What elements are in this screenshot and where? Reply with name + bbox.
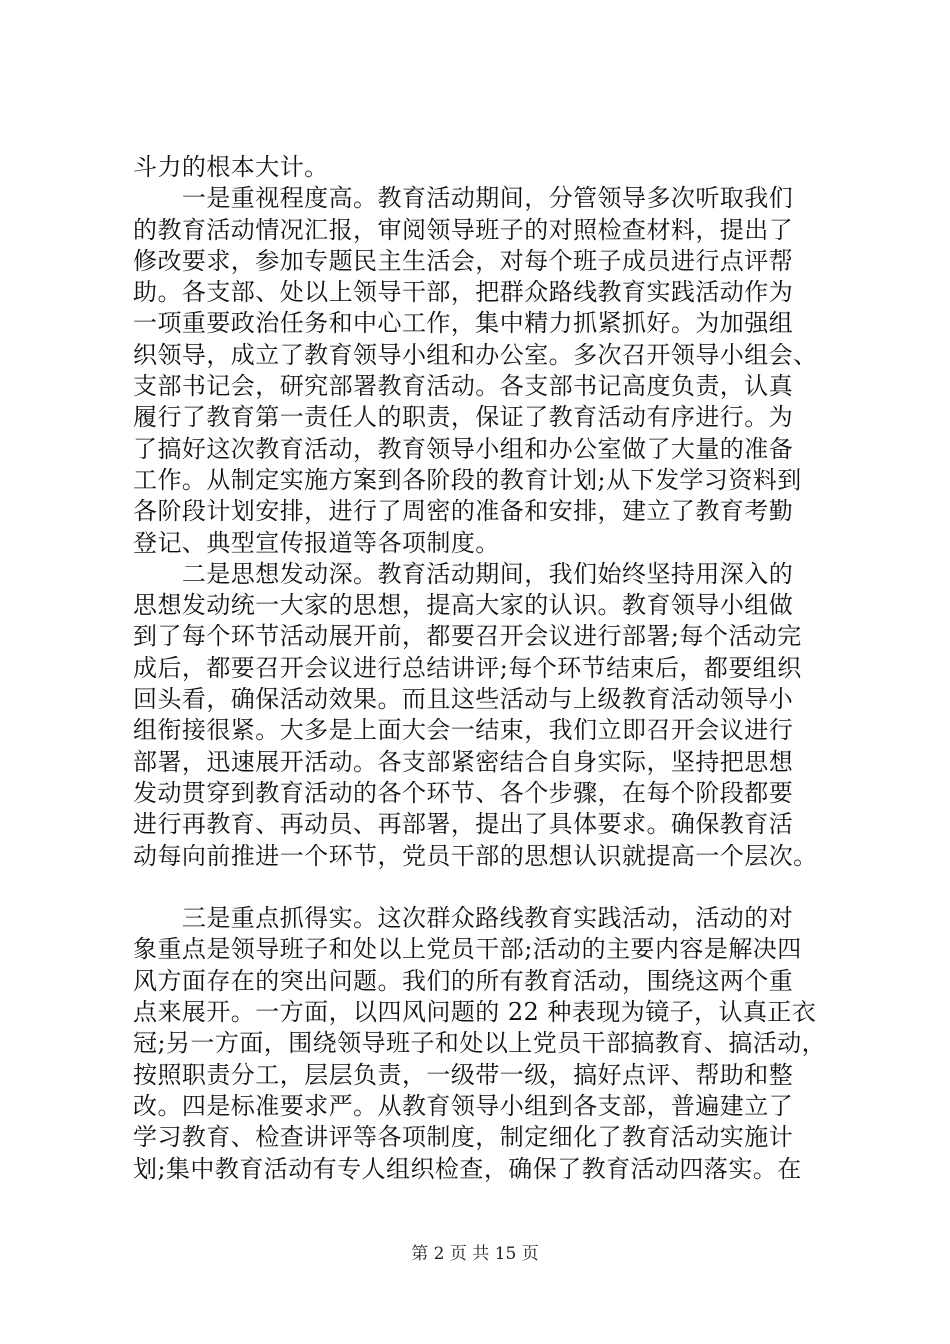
text-line: 助。各支部、处以上领导干部，把群众路线教育实践活动作为 [133,278,794,307]
text-line: 象重点是领导班子和处以上党员干部;活动的主要内容是解决四 [133,935,802,964]
text-line: 组衔接很紧。大多是上面大会一结束，我们立即召开会议进行 [133,716,794,745]
text-line: 部署，迅速展开活动。各支部紧密结合自身实际，坚持把思想 [133,747,794,776]
text-line: 动每向前推进一个环节，党员干部的思想认识就提高一个层次。 [133,841,818,870]
text-line: 支部书记会，研究部署教育活动。各支部书记高度负责，认真 [133,372,794,401]
text-line: 一项重要政治任务和中心工作，集中精力抓紧抓好。为加强组 [133,309,794,338]
text-line: 成后，都要召开会议进行总结讲评;每个环节结束后，都要组织 [133,653,802,682]
text-line: 发动贯穿到教育活动的各个环节、各个步骤，在每个阶段都要 [133,778,794,807]
body-text [133,152,853,1185]
text-line: 修改要求，参加专题民主生活会，对每个班子成员进行点评帮 [133,246,794,275]
text-line: 学习教育、检查讲评等各项制度，制定细化了教育活动实施计 [133,1123,794,1152]
text-line: 点来展开。一方面，以四风问题的 22 种表现为镜子，认真正衣 [133,998,817,1027]
text-line: 各阶段计划安排，进行了周密的准备和安排，建立了教育考勤 [133,497,794,526]
text-line: 履行了教育第一责任人的职责，保证了教育活动有序进行。为 [133,403,794,432]
text-line: 改。四是标准要求严。从教育领导小组到各支部，普遍建立了 [133,1091,794,1120]
text-line: 冠;另一方面，围绕领导班子和处以上党员干部搞教育、搞活动， [133,1029,827,1058]
text-line: 工作。从制定实施方案到各阶段的教育计划;从下发学习资料到 [133,465,802,494]
text-line: 织领导，成立了教育领导小组和办公室。多次召开领导小组会、 [133,340,818,369]
page-footer: 第 2 页 共 15 页 [411,1244,539,1264]
text-line: 进行再教育、再动员、再部署，提出了具体要求。确保教育活 [133,810,794,839]
text-line: 回头看，确保活动效果。而且这些活动与上级教育活动领导小 [133,685,794,714]
text-line: 风方面存在的突出问题。我们的所有教育活动，围绕这两个重 [133,966,794,995]
text-line: 了搞好这次教育活动，教育领导小组和办公室做了大量的准备 [133,434,794,463]
text-line: 划;集中教育活动有专人组织检查，确保了教育活动四落实。在 [133,1154,802,1183]
text-line: 的教育活动情况汇报，审阅领导班子的对照检查材料，提出了 [133,215,794,244]
text-line: 二是思想发动深。教育活动期间，我们始终坚持用深入的 [133,559,794,588]
text-line: 到了每个环节活动展开前，都要召开会议进行部署;每个活动完 [133,622,802,651]
text-line: 按照职责分工，层层负责，一级带一级，搞好点评、帮助和整 [133,1060,794,1089]
blank-line [133,872,853,903]
text-line: 登记、典型宣传报道等各项制度。 [133,528,500,557]
text-line: 一是重视程度高。教育活动期间，分管领导多次听取我们 [133,184,794,213]
text-line: 思想发动统一大家的思想，提高大家的认识。教育领导小组做 [133,591,794,620]
text-line: 三是重点抓得实。这次群众路线教育实践活动，活动的对 [133,904,794,933]
text-line: 斗力的根本大计。 [133,153,329,181]
